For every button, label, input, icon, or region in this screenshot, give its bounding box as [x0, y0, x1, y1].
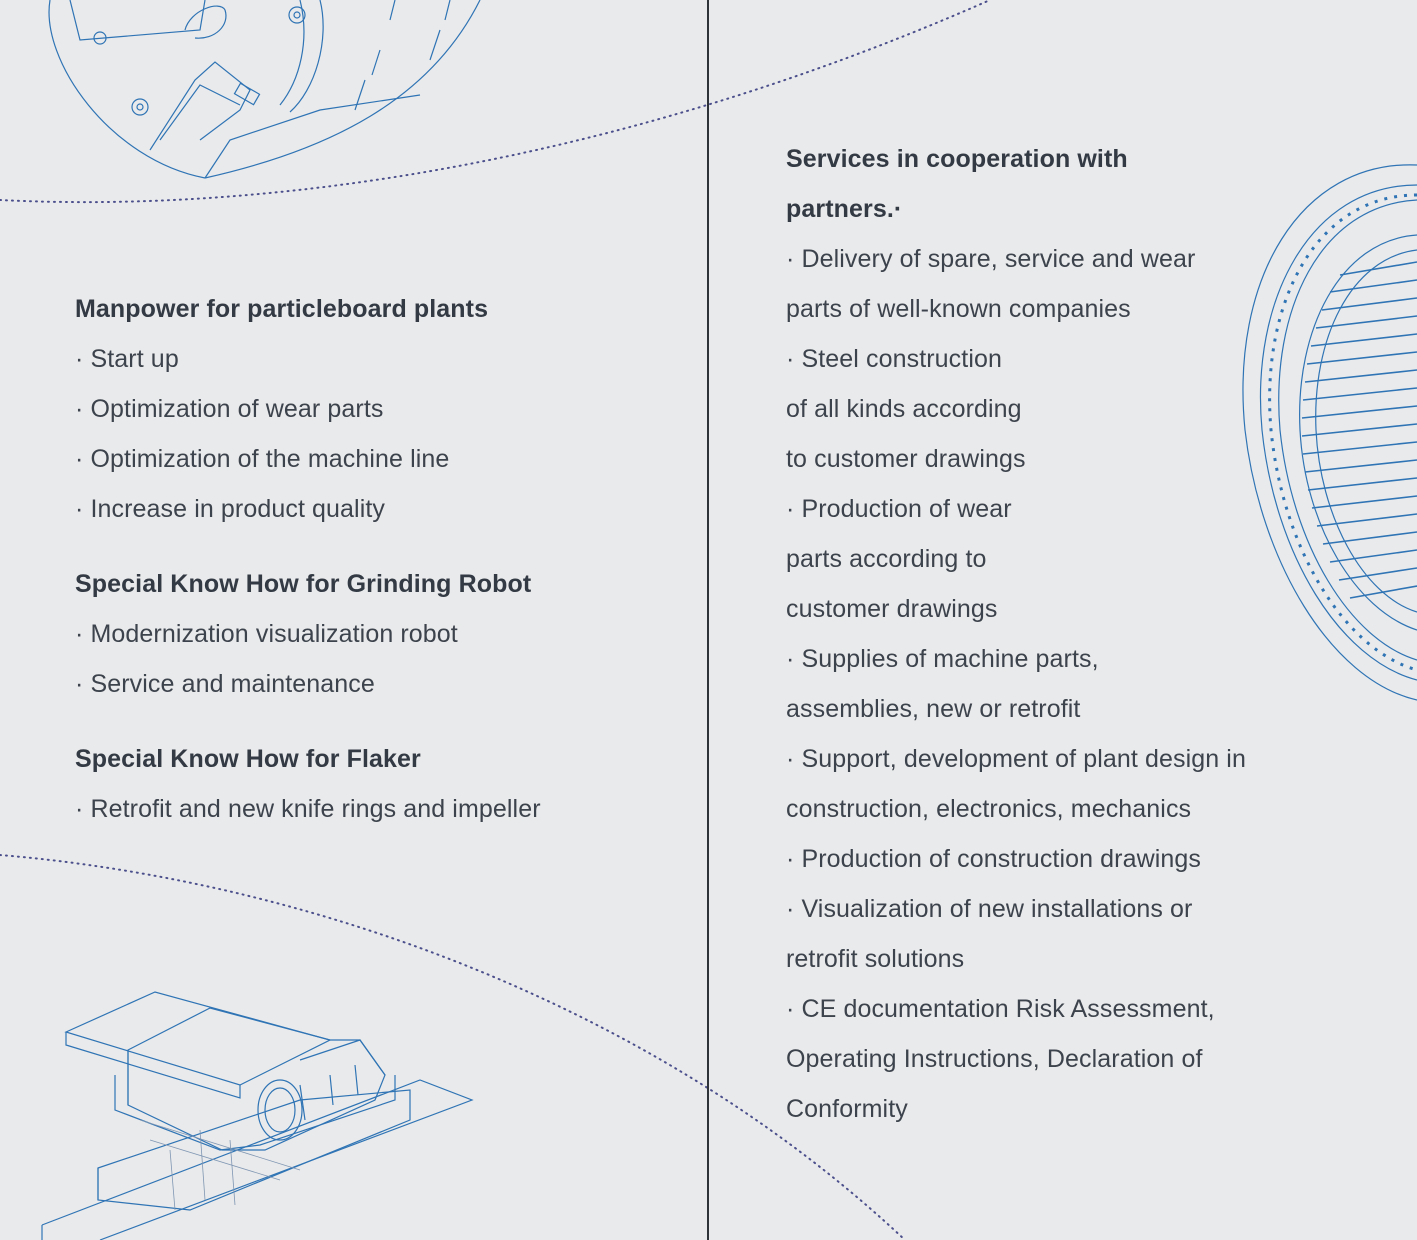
- services-line: · Supplies of machine parts,: [786, 645, 1099, 673]
- services-line: · CE documentation Risk Assessment,: [786, 995, 1215, 1023]
- column-divider: [707, 0, 709, 1240]
- list-item: · Optimization of wear parts: [75, 395, 384, 423]
- services-line: · Support, development of plant design in: [786, 745, 1246, 773]
- services-line: Conformity: [786, 1095, 908, 1123]
- services-line: retrofit solutions: [786, 945, 965, 973]
- services-line: · Production of construction drawings: [786, 845, 1202, 873]
- section-heading: Special Know How for Grinding Robot: [75, 570, 532, 598]
- services-line: · Production of wear: [786, 495, 1012, 523]
- services-line: construction, electronics, mechanics: [786, 795, 1192, 823]
- section-heading: Manpower for particleboard plants: [75, 295, 489, 323]
- list-item: · Increase in product quality: [75, 495, 386, 523]
- section-flaker: [75, 734, 675, 834]
- services-line: · Steel construction: [786, 345, 1002, 373]
- services-line: to customer drawings: [786, 445, 1026, 473]
- list-item: · Modernization visualization robot: [75, 620, 458, 648]
- services-line: · Visualization of new installations or: [786, 895, 1193, 923]
- list-item: · Optimization of the machine line: [75, 445, 450, 473]
- list-item: · Start up: [75, 345, 179, 373]
- list-item: · Service and maintenance: [75, 670, 375, 698]
- services-line: · Delivery of spare, service and wear: [786, 245, 1196, 273]
- services-line: customer drawings: [786, 595, 998, 623]
- section-grinding-robot: [75, 559, 675, 709]
- drum-drawing: [49, 0, 480, 178]
- dotted-curve-bottom: [0, 855, 905, 1240]
- services-line: Operating Instructions, Declaration of: [786, 1045, 1203, 1073]
- left-column: [75, 284, 675, 834]
- right-column: [786, 134, 1246, 1134]
- section-manpower: [75, 284, 675, 534]
- services-line: parts of well-known companies: [786, 295, 1131, 323]
- services-line: assemblies, new or retrofit: [786, 695, 1081, 723]
- section-heading: Special Know How for Flaker: [75, 745, 421, 773]
- knife-ring-drawing: [1243, 165, 1417, 700]
- services-line: parts according to: [786, 545, 987, 573]
- press-table-drawing: [42, 992, 472, 1240]
- services-heading: Services in cooperation with partners.·: [786, 145, 1128, 223]
- list-item: · Retrofit and new knife rings and impeller: [75, 795, 541, 823]
- services-line: of all kinds according: [786, 395, 1022, 423]
